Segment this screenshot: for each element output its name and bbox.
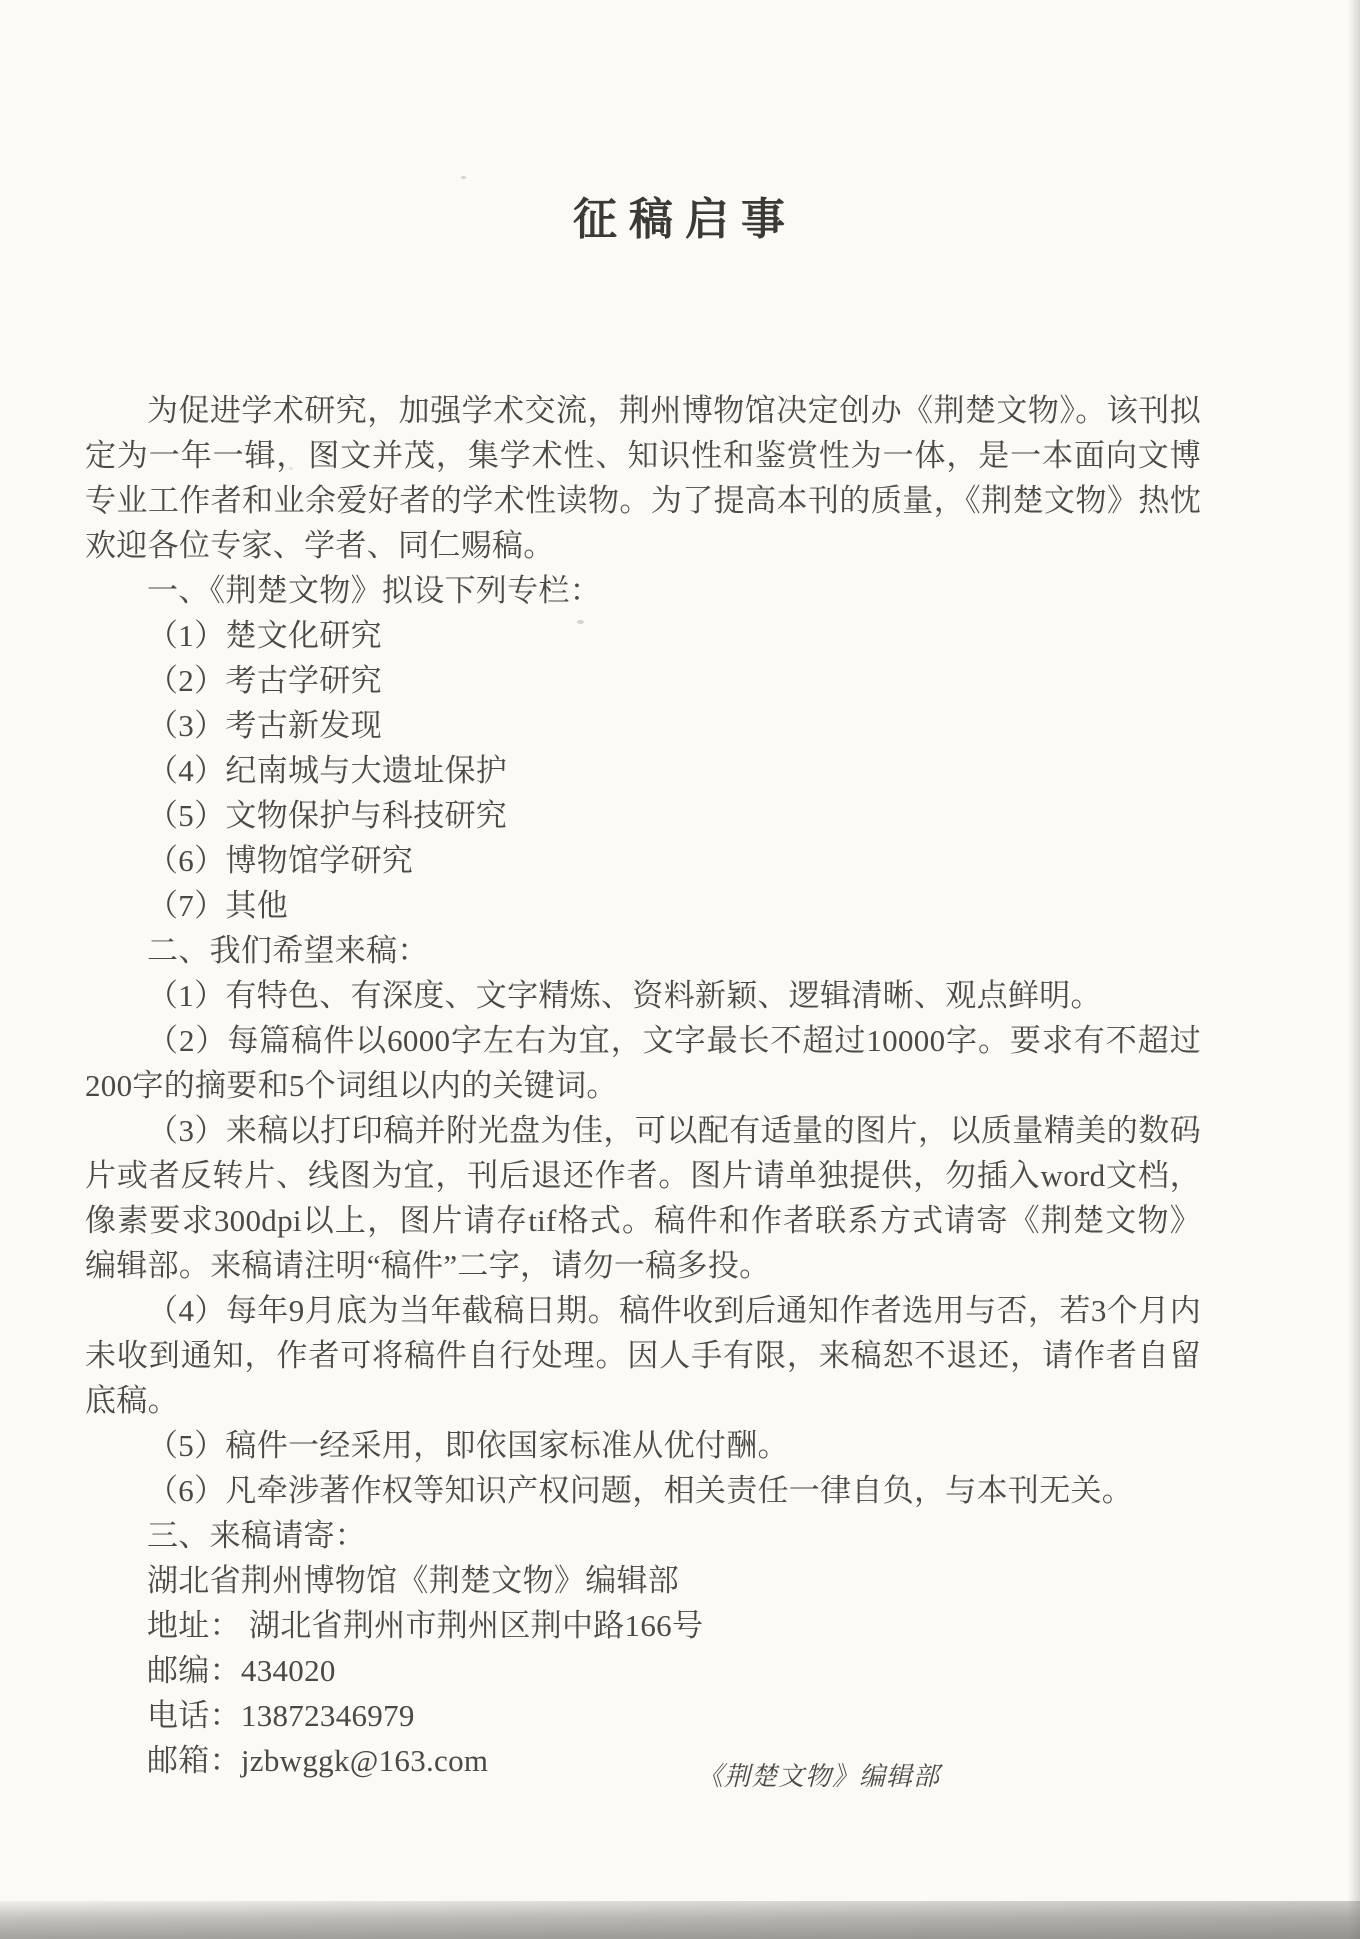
scan-edge-shadow-bottom (0, 1901, 1360, 1939)
column-item-3: （3）考古新发现 (147, 708, 382, 744)
guideline-item-6: （6）凡牵涉著作权等知识产权问题，相关责任一律自负，与本刊无关。 (147, 1473, 1134, 1509)
editorial-signature: 《荆楚文物》编辑部 (696, 1762, 940, 1791)
section-3-heading: 三、来稿请寄： (147, 1518, 367, 1554)
scan-edge-shadow-right (1348, 0, 1360, 1939)
guideline-item-5: （5）稿件一经采用，即依国家标准从优付酬。 (147, 1428, 789, 1464)
contact-recipient: 湖北省荆州博物馆《荆楚文物》编辑部 (147, 1563, 680, 1599)
column-item-5: （5）文物保护与科技研究 (147, 798, 508, 834)
guideline-item-4: （4）每年9月底为当年截稿日期。稿件收到后通知作者选用与否，若3个月内未收到通知，作者可将稿件自行处理。因人手有限，来稿恕不退还，请作者自留底稿。 (85, 1293, 1201, 1419)
section-2-heading: 二、我们希望来稿： (147, 933, 429, 969)
page-title: 征稿启事 (573, 195, 797, 244)
guideline-item-2: （2）每篇稿件以6000字左右为宜，文字最长不超过10000字。要求有不超过200字的摘要和5个词组以内的关键词。 (85, 1023, 1201, 1104)
contact-phone: 电话：13872346979 (147, 1698, 415, 1734)
contact-email: 邮箱：jzbwggk@163.com (147, 1743, 489, 1779)
column-item-6: （6）博物馆学研究 (147, 843, 414, 879)
scan-speck (289, 467, 293, 470)
contact-address: 地址： 湖北省荆州市荆州区荆中路166号 (147, 1608, 704, 1644)
contact-postcode: 邮编：434020 (147, 1653, 336, 1689)
intro-paragraph: 为促进学术研究，加强学术交流，荆州博物馆决定创办《荆楚文物》。该刊拟定为一年一辑，图文并茂，集学术性、知识性和鉴赏性为一体，是一本面向文博专业工作者和业余爱好者的学术性读物。为了提高本刊的质量，《荆楚文物》热忱欢迎各位专家、学者、同仁赐稿。 (85, 393, 1201, 564)
column-item-7: （7）其他 (147, 888, 288, 924)
column-item-2: （2）考古学研究 (147, 663, 382, 699)
scan-speck (577, 620, 584, 624)
document-body (85, 388, 1201, 1783)
column-item-4: （4）纪南城与大遗址保护 (147, 753, 508, 789)
column-item-1: （1）楚文化研究 (147, 618, 382, 654)
scan-speck (461, 176, 466, 179)
section-1-heading: 一、《荆楚文物》拟设下列专栏： (147, 573, 601, 609)
guideline-item-1: （1）有特色、有深度、文字精炼、资料新颖、逻辑清晰、观点鲜明。 (147, 978, 1102, 1014)
guideline-item-3: （3）来稿以打印稿并附光盘为佳，可以配有适量的图片，以质量精美的数码片或者反转片、线图为宜，刊后退还作者。图片请单独提供，勿插入word文档，像素要求300dpi以上，图片请存tif格式。稿件和作者联系方式请寄《荆楚文物》编辑部。来稿请注明“稿件”二字，请勿一稿多投。 (85, 1113, 1201, 1284)
